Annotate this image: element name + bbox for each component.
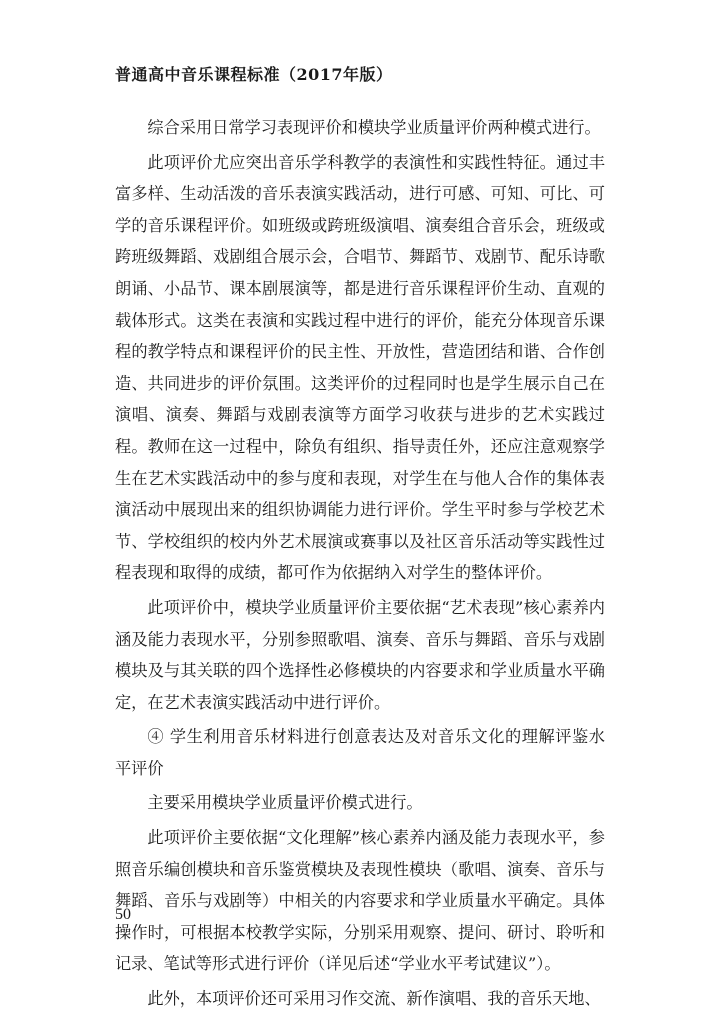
paragraph: 此项评价尤应突出音乐学科教学的表演性和实践性特征。通过丰富多样、生动活泼的音乐表演实践活动，进行可感、可知、可比、可学的音乐课程评价。如班级或跨班级演唱、演奏组合音乐会，班级或跨班级舞蹈、戏剧组合展示会，合唱节、舞蹈节、戏剧节、配乐诗歌朗诵、小品节、课本剧展演等，都是进行音乐课程评价生动、直观的载体形式。这类在表演和实践过程中进行的评价，能充分体现音乐课程的教学特点和课程评价的民主性、开放性，营造团结和谐、合作创造、共同进步的评价氛围。这类评价的过程同时也是学生展示自己在演唱、演奏、舞蹈与戏剧表演等方面学习收获与进步的艺术实践过程。教师在这一过程中，除负有组织、指导责任外，还应注意观察学生在艺术实践活动中的参与度和表现，对学生在与他人合作的集体表演活动中展现出来的组织协调能力进行评价。学生平时参与学校艺术节、学校组织的校内外艺术展演或赛事以及社区音乐活动等实践性过程表现和取得的成绩，都可作为依据纳入对学生的整体评价。 <box>115 152 605 583</box>
paragraph: 综合采用日常学习表现评价和模块学业质量评价两种模式进行。 <box>147 118 601 137</box>
section-heading-4: ④ 学生利用音乐材料进行创意表达及对音乐文化的理解评鉴水平评价 <box>115 727 605 778</box>
running-header: 普通高中音乐课程标准（2017年版） <box>115 65 393 84</box>
body-text <box>115 112 605 1018</box>
paragraph: 此项评价中，模块学业质量评价主要依据“艺术表现”核心素养内涵及能力表现水平，分别参照歌唱、演奏、音乐与舞蹈、音乐与戏剧模块及与其关联的四个选择性必修模块的内容要求和学业质量水平确定，在艺术表演实践活动中进行评价。 <box>115 597 605 712</box>
paragraph: 主要采用模块学业质量评价模式进行。 <box>147 793 423 813</box>
page-number: 50 <box>115 906 131 923</box>
paragraph: 此外，本项评价还可采用习作交流、新作演唱、我的音乐天地、 <box>147 989 601 1009</box>
paragraph: 此项评价主要依据“文化理解”核心素养内涵及能力表现水平，参照音乐编创模块和音乐鉴赏模块及表现性模块（歌唱、演奏、音乐与舞蹈、音乐与戏剧等）中相关的内容要求和学业质量水平确定。具体操作时，可根据本校教学实际，分别采用观察、提问、研讨、聆听和记录、笔试等形式进行评价（详见后述“学业水平考试建议”）。 <box>115 828 605 974</box>
